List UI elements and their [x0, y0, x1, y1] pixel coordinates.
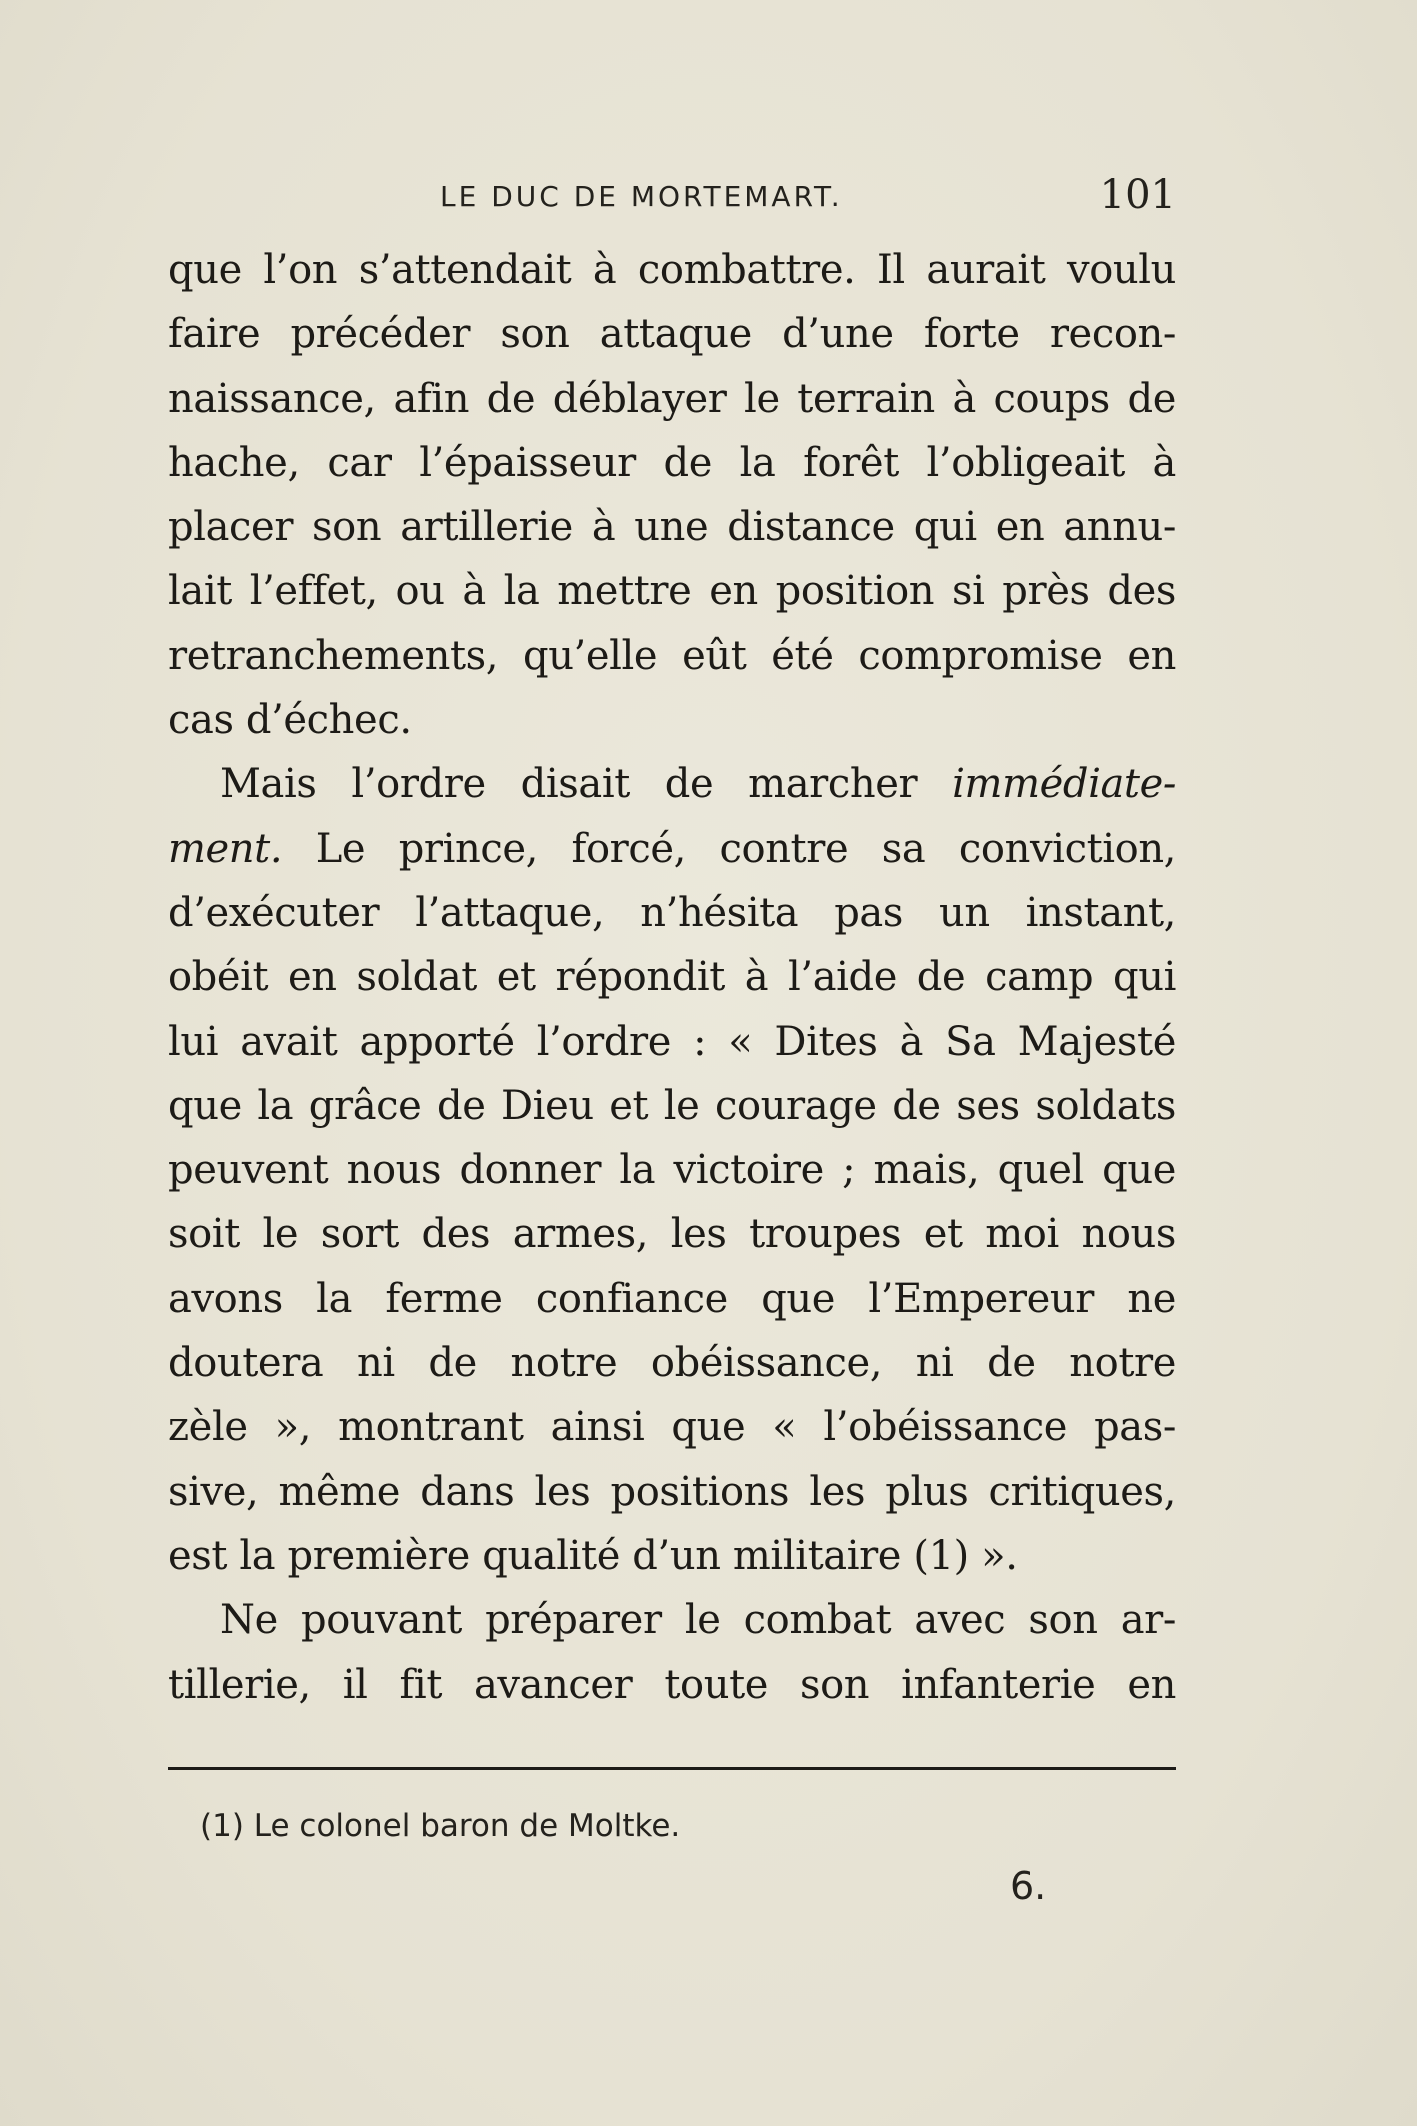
text-line [168, 817, 1176, 881]
footnote-rule [168, 1767, 1176, 1770]
text-line: soit le sort des armes, les troupes et moi nous [168, 1211, 1176, 1258]
text-line: que la grâce de Dieu et le courage de ses soldats [168, 1082, 1176, 1129]
text-line: obéit en soldat et répondit à l’aide de camp qui [168, 954, 1176, 1001]
text-line: lait l’effet, ou à la mettre en position si près des [168, 568, 1176, 615]
text-line: faire précéder son attaque d’une forte recon- [168, 311, 1176, 358]
text-line: doutera ni de notre obéissance, ni de notre [168, 1340, 1176, 1387]
text-line: retranchements, qu’elle eût été compromise en [168, 632, 1176, 679]
text-line: Ne pouvant préparer le combat avec son ar- [220, 1597, 1176, 1644]
italic-run: ment. [168, 825, 316, 872]
text-line: lui avait apporté l’ordre : « Dites à Sa Majesté [168, 1018, 1176, 1065]
text-line: peuvent nous donner la victoire ; mais, quel que [168, 1147, 1176, 1194]
text-run: Le prince, forcé, contre sa conviction, [315, 825, 1176, 872]
text-line [168, 752, 1176, 816]
text-line: naissance, afin de déblayer le terrain à coups de [168, 375, 1176, 422]
text-line: tillerie, il fit avancer toute son infanterie en [168, 1661, 1176, 1708]
text-line: cas d’échec. [168, 697, 412, 744]
text-line: est la première qualité d’un militaire (1) ». [168, 1532, 1018, 1579]
signature-mark: 6. [1010, 1864, 1047, 1908]
text-line: que l’on s’attendait à combattre. Il aurait voulu [168, 247, 1176, 293]
text-line: avons la ferme confiance que l’Empereur ne [168, 1275, 1176, 1322]
text-run: Mais l’ordre disait de marcher [220, 761, 953, 808]
page-number: 101 [1099, 172, 1176, 218]
text-line: hache, car l’épaisseur de la forêt l’obligeait à [168, 439, 1176, 486]
footnote: (1) Le colonel baron de Moltke. [200, 1808, 681, 1844]
running-title: LE DUC DE MORTEMART. [440, 180, 843, 213]
body-text [168, 238, 1176, 1717]
text-line: sive, même dans les positions les plus critiques, [168, 1468, 1176, 1515]
text-line: placer son artillerie à une distance qui en annu- [168, 504, 1176, 551]
running-head [168, 172, 1176, 222]
text-line: d’exécuter l’attaque, n’hésita pas un instant, [168, 889, 1176, 936]
italic-run: immédiate- [952, 761, 1176, 808]
text-line: zèle », montrant ainsi que « l’obéissance pas- [168, 1404, 1176, 1451]
